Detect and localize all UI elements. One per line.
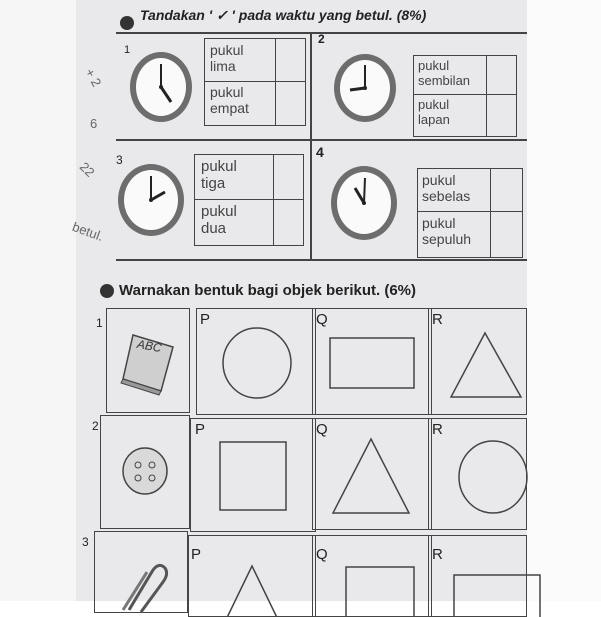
left-page-fragment: betul. bbox=[70, 219, 106, 244]
question-bullet bbox=[120, 16, 134, 30]
option-label: pukul empat bbox=[210, 84, 249, 116]
paper-clip-icon bbox=[119, 560, 169, 612]
shape-option-cell[interactable] bbox=[196, 308, 316, 415]
question-number: 3 bbox=[82, 535, 89, 549]
clock-icon bbox=[329, 164, 399, 242]
circle-shape[interactable] bbox=[457, 439, 529, 515]
table-column-divider bbox=[310, 32, 312, 260]
question-number: 1 bbox=[96, 316, 103, 330]
option-letter: R bbox=[432, 421, 443, 438]
section-b-instruction: Warnakan bentuk bagi objek berikut. (6%) bbox=[119, 282, 416, 299]
option-label: pukul tiga bbox=[201, 158, 237, 192]
question-number: 4 bbox=[316, 144, 324, 160]
option-letter: P bbox=[195, 421, 206, 438]
worksheet-page bbox=[70, 0, 527, 601]
shape-option-cell[interactable] bbox=[312, 308, 432, 415]
option-label: pukul sebelas bbox=[422, 172, 471, 204]
triangle-shape[interactable] bbox=[219, 564, 285, 614]
options-box bbox=[413, 55, 517, 137]
options-box bbox=[194, 154, 304, 246]
table-border-bottom bbox=[116, 259, 527, 261]
option-letter: R bbox=[432, 311, 443, 328]
option-letter: P bbox=[191, 546, 202, 563]
option-label: pukul lima bbox=[210, 42, 244, 74]
options-box bbox=[204, 38, 306, 126]
shape-option-cell[interactable] bbox=[428, 308, 527, 415]
options-box bbox=[417, 168, 523, 258]
clock-icon bbox=[332, 52, 398, 124]
checkbox[interactable] bbox=[487, 56, 516, 94]
option-label: pukul sembilan bbox=[418, 58, 471, 88]
background-right bbox=[527, 0, 601, 601]
object-cell bbox=[100, 415, 190, 529]
triangle-shape[interactable] bbox=[449, 331, 523, 399]
object-cell bbox=[94, 531, 188, 613]
checkbox[interactable] bbox=[276, 82, 305, 125]
checkbox[interactable] bbox=[274, 155, 303, 199]
option-letter: P bbox=[200, 311, 211, 328]
option-letter: Q bbox=[316, 546, 328, 563]
background-left bbox=[0, 0, 76, 601]
left-page-fragment: + 2 bbox=[82, 65, 105, 90]
rectangle-shape[interactable] bbox=[329, 337, 415, 389]
square-shape[interactable] bbox=[345, 566, 415, 616]
triangle-shape[interactable] bbox=[331, 437, 411, 515]
shape-option-cell[interactable] bbox=[190, 418, 316, 532]
option-letter: R bbox=[432, 546, 443, 563]
checkbox[interactable] bbox=[491, 212, 522, 257]
object-cell bbox=[106, 308, 190, 413]
question-bullet bbox=[100, 284, 114, 298]
question-number: 2 bbox=[318, 32, 325, 46]
table-row-divider bbox=[116, 139, 527, 141]
circle-shape[interactable] bbox=[221, 325, 293, 401]
question-number: 1 bbox=[124, 44, 131, 56]
clock-icon bbox=[116, 162, 186, 238]
option-label: pukul lapan bbox=[418, 97, 450, 127]
left-page-fragment: 6 bbox=[90, 116, 98, 131]
book-cover-text: ABC bbox=[135, 336, 163, 356]
shape-option-cell[interactable] bbox=[312, 535, 432, 617]
square-shape[interactable] bbox=[219, 441, 287, 511]
shape-option-cell[interactable] bbox=[428, 418, 527, 530]
button-icon bbox=[121, 446, 169, 496]
shape-option-cell[interactable] bbox=[428, 535, 527, 617]
clock-icon bbox=[128, 50, 194, 124]
rectangle-shape[interactable] bbox=[453, 574, 526, 616]
checkbox[interactable] bbox=[491, 169, 522, 211]
option-letter: Q bbox=[316, 421, 328, 438]
question-number: 3 bbox=[116, 153, 123, 167]
option-label: pukul sepuluh bbox=[422, 215, 472, 247]
checkbox[interactable] bbox=[274, 200, 303, 245]
question-number: 2 bbox=[92, 419, 99, 433]
option-label: pukul dua bbox=[201, 203, 237, 237]
shape-option-cell[interactable] bbox=[312, 418, 432, 530]
shape-option-cell[interactable] bbox=[188, 535, 316, 617]
option-letter: Q bbox=[316, 311, 328, 328]
section-a-instruction: Tandakan ' ✓ ' pada waktu yang betul. (8%) bbox=[140, 7, 427, 23]
checkbox[interactable] bbox=[276, 39, 305, 81]
checkbox[interactable] bbox=[487, 95, 516, 136]
left-page-fragment: 22 bbox=[76, 159, 98, 180]
